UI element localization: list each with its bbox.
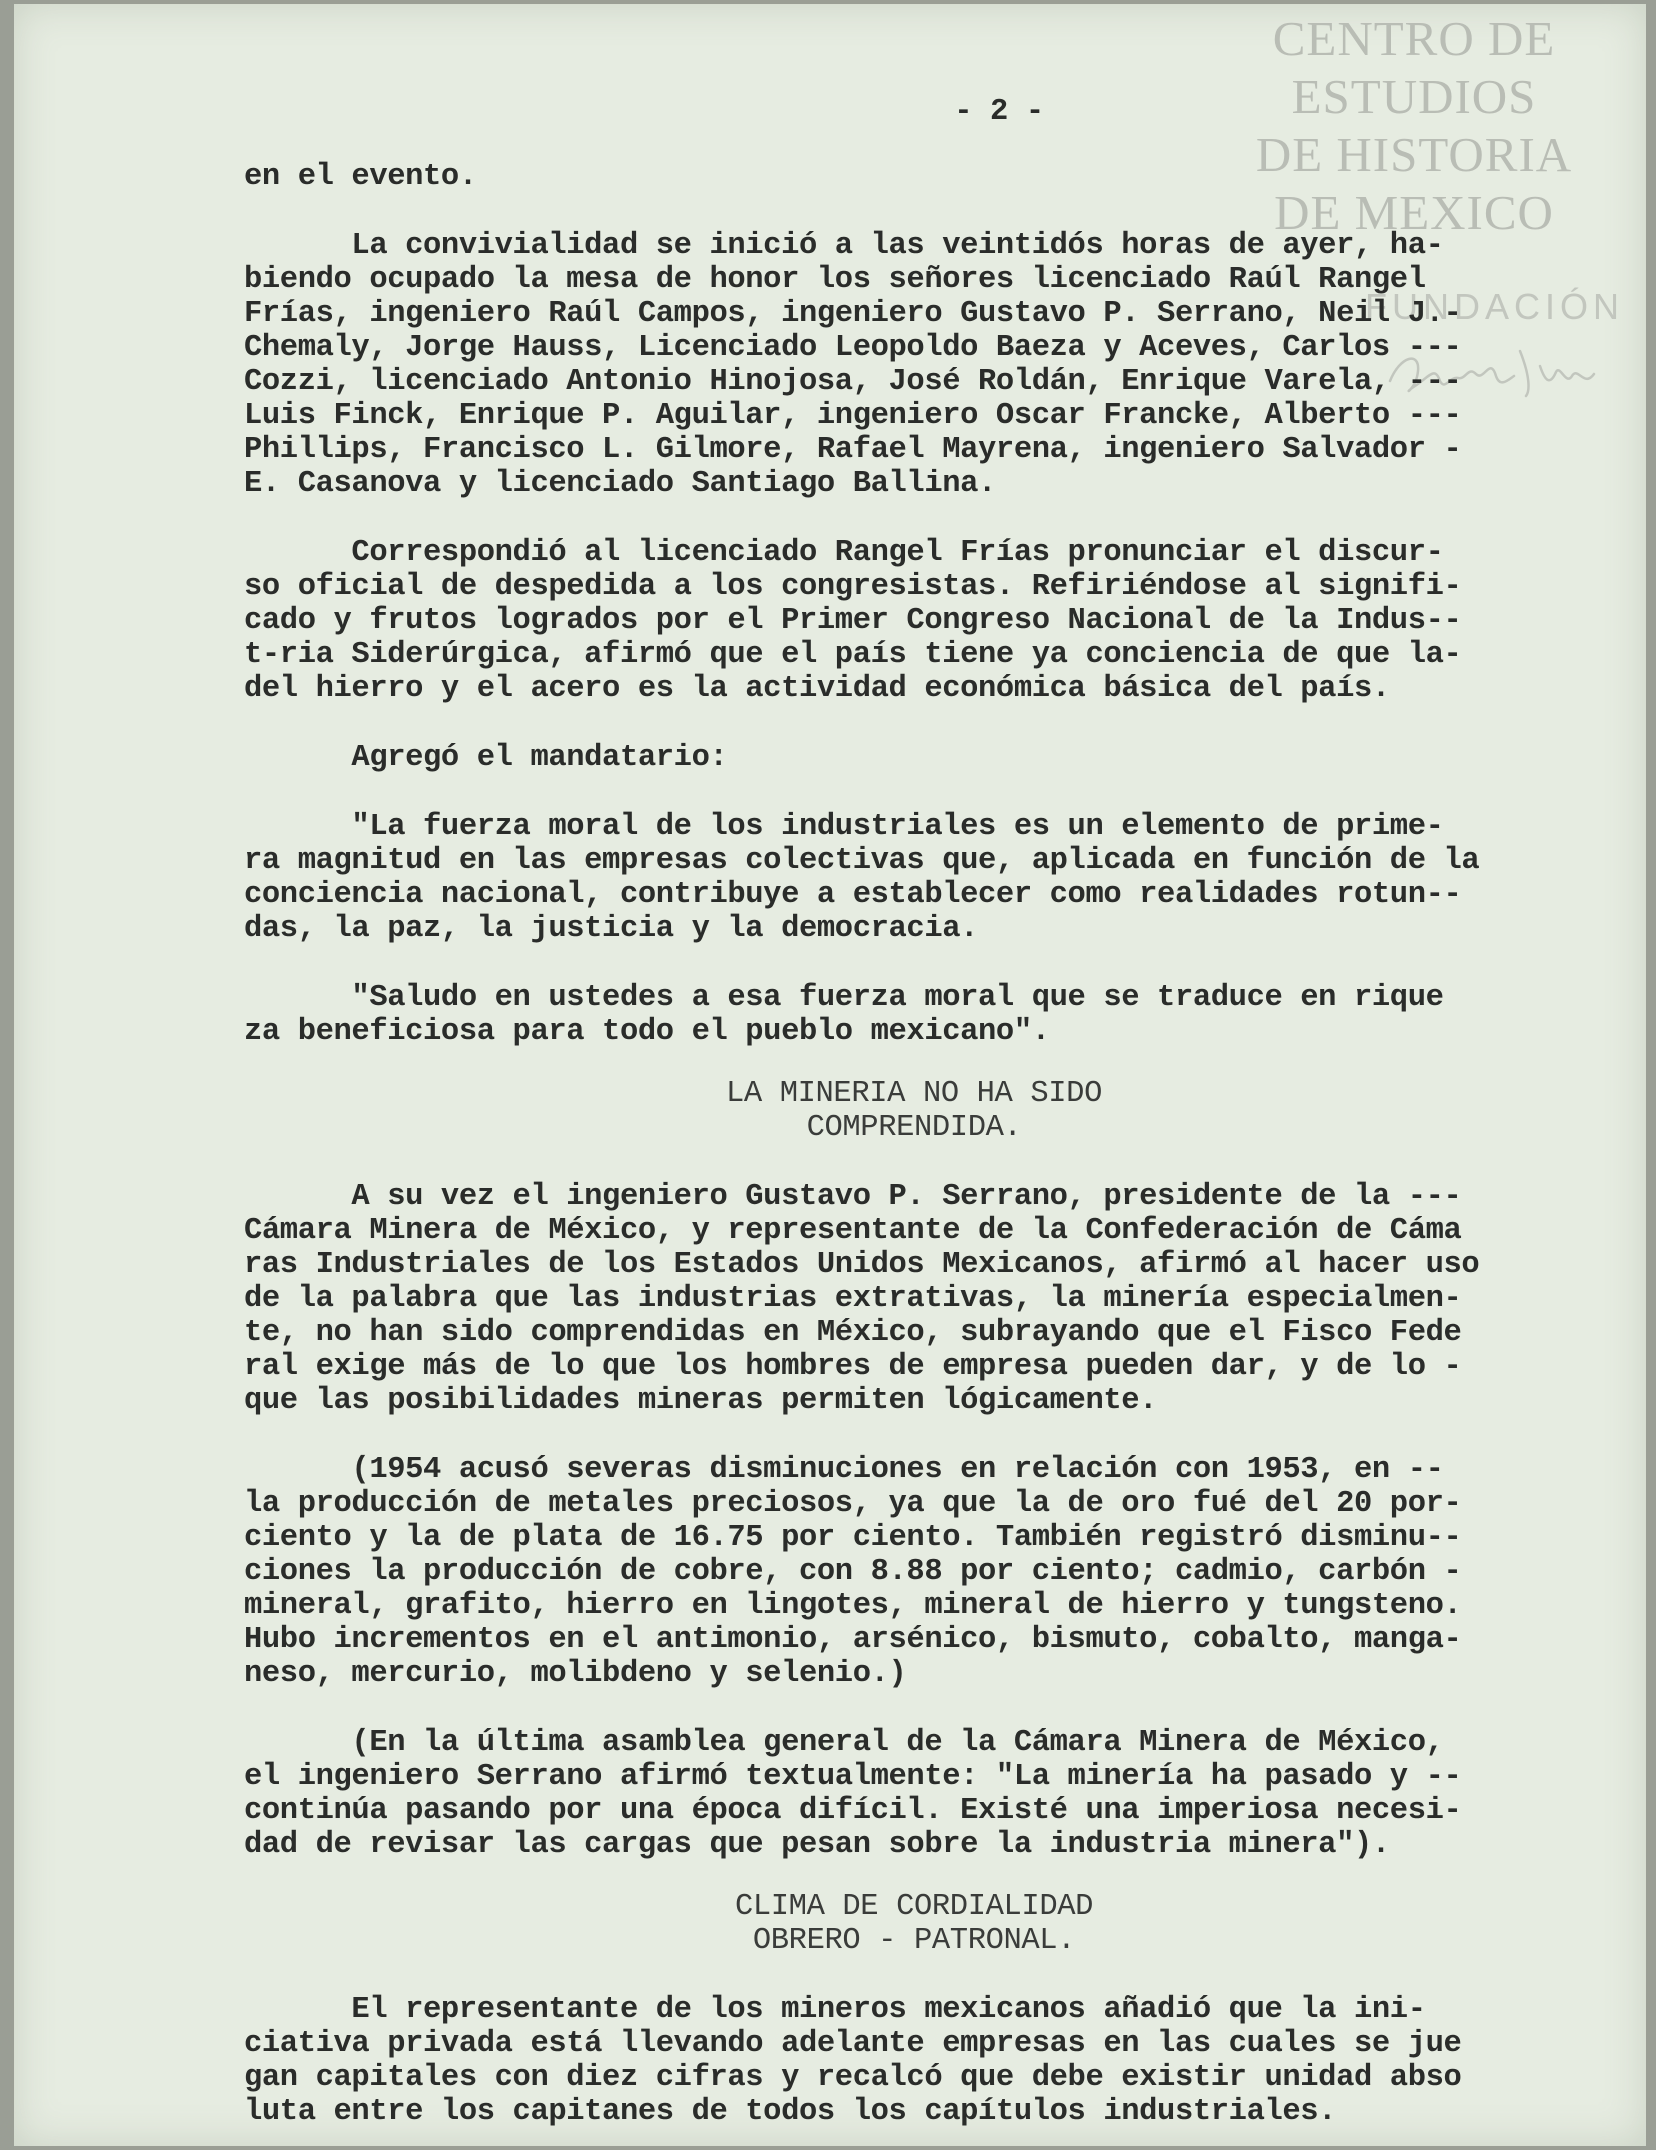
text-line: Cozzi, licenciado Antonio Hinojosa, José Roldán, Enrique Varela, --- xyxy=(244,365,1462,399)
text-line: ciativa privada está llevando adelante empresas en las cuales se jue xyxy=(244,2027,1462,2061)
paragraph xyxy=(244,1453,1584,1691)
page-number: - 2 - xyxy=(954,95,1044,129)
text-line: te, no han sido comprendidas en México, subrayando que el Fisco Fede xyxy=(244,1316,1462,1350)
text-line: dad de revisar las cargas que pesan sobre la industria minera"). xyxy=(244,1828,1390,1862)
section-heading xyxy=(244,1890,1584,1958)
text-line: ral exige más de lo que los hombres de empresa pueden dar, y de lo - xyxy=(244,1350,1462,1384)
text-line: Hubo incrementos en el antimonio, arsénico, bismuto, cobalto, manga- xyxy=(244,1623,1462,1657)
text-line: luta entre los capitanes de todos los capítulos industriales. xyxy=(244,2095,1337,2129)
text-line: mineral, grafito, hierro en lingotes, mineral de hierro y tungsteno. xyxy=(244,1589,1462,1623)
paragraph xyxy=(244,741,1584,775)
text-line: el ingeniero Serrano afirmó textualmente: "La minería ha pasado y -- xyxy=(244,1760,1462,1794)
text-line: t-ria Siderúrgica, afirmó que el país tiene ya conciencia de que la- xyxy=(244,638,1462,672)
text-line: Chemaly, Jorge Hauss, Licenciado Leopoldo Baeza y Aceves, Carlos --- xyxy=(244,331,1462,365)
watermark-line: DE MEXICO xyxy=(1274,185,1554,240)
text-line: que las posibilidades mineras permiten lógicamente. xyxy=(244,1384,1158,1418)
quote-paragraph xyxy=(244,981,1584,1049)
text-line: continúa pasando por una época difícil. Existé una imperiosa necesi- xyxy=(244,1794,1462,1828)
text-line: neso, mercurio, molibdeno y selenio.) xyxy=(244,1657,907,1691)
paragraph xyxy=(244,229,1584,501)
text-line: El representante de los mineros mexicanos añadió que la ini- xyxy=(244,1993,1426,2027)
paragraph xyxy=(244,1180,1584,1418)
text-line: za beneficiosa para todo el pueblo mexicano". xyxy=(244,1015,1050,1049)
text-line: ra magnitud en las empresas colectivas que, aplicada en función de la xyxy=(244,844,1480,878)
text-line: la producción de metales preciosos, ya que la de oro fué del 20 por- xyxy=(244,1487,1462,1521)
text-line: (1954 acusó severas disminuciones en relación con 1953, en -- xyxy=(244,1453,1444,1487)
text-line: La convivialidad se inició a las veintidós horas de ayer, ha- xyxy=(244,229,1444,263)
text-line: cado y frutos logrados por el Primer Congreso Nacional de la Indus-- xyxy=(244,604,1462,638)
paragraph xyxy=(244,160,1584,194)
text-line: Phillips, Francisco L. Gilmore, Rafael Mayrena, ingeniero Salvador - xyxy=(244,433,1462,467)
watermark-line: DE HISTORIA xyxy=(1255,127,1573,182)
watermark-line: ESTUDIOS xyxy=(1291,69,1537,124)
text-line: "La fuerza moral de los industriales es un elemento de prime- xyxy=(244,810,1444,844)
heading-line: LA MINERIA NO HA SIDO xyxy=(726,1077,1102,1111)
watermark-foundation: FUNDACIÓN xyxy=(1365,286,1624,327)
heading-line: CLIMA DE CORDIALIDAD xyxy=(734,1890,1094,1924)
text-line: das, la paz, la justicia y la democracia. xyxy=(244,912,979,946)
paragraph xyxy=(244,1726,1584,1862)
text-line: Frías, ingeniero Raúl Campos, ingeniero Gustavo P. Serrano, Neil J.- xyxy=(244,297,1462,331)
text-line: en el evento. xyxy=(244,160,477,194)
text-line: gan capitales con diez cifras y recalcó que debe existir unidad abso xyxy=(244,2061,1462,2095)
text-line: del hierro y el acero es la actividad económica básica del país. xyxy=(244,672,1390,706)
text-line: E. Casanova y licenciado Santiago Ballina. xyxy=(244,467,996,501)
text-line: de la palabra que las industrias extrativas, la minería especialmen- xyxy=(244,1282,1462,1316)
text-line: "Saludo en ustedes a esa fuerza moral que se traduce en rique xyxy=(244,981,1444,1015)
text-line: Luis Finck, Enrique P. Aguilar, ingeniero Oscar Francke, Alberto --- xyxy=(244,399,1462,433)
text-line: A su vez el ingeniero Gustavo P. Serrano, presidente de la --- xyxy=(244,1180,1462,1214)
text-line: Agregó el mandatario: xyxy=(244,741,728,775)
text-line: ras Industriales de los Estados Unidos Mexicanos, afirmó al hacer uso xyxy=(244,1248,1480,1282)
heading-line: COMPRENDIDA. xyxy=(806,1111,1022,1145)
document-page xyxy=(14,4,1646,2146)
watermark-line: CENTRO DE xyxy=(1272,11,1556,66)
text-line: Cámara Minera de México, y representante de la Confederación de Cáma xyxy=(244,1214,1462,1248)
text-line: Correspondió al licenciado Rangel Frías pronunciar el discur- xyxy=(244,536,1444,570)
text-line: biendo ocupado la mesa de honor los señores licenciado Raúl Rangel xyxy=(244,263,1426,297)
text-line: ciones la producción de cobre, con 8.88 por ciento; cadmio, carbón - xyxy=(244,1555,1462,1589)
document-body xyxy=(244,94,1584,2129)
text-line: (En la última asamblea general de la Cámara Minera de México, xyxy=(244,1726,1444,1760)
paragraph xyxy=(244,536,1584,706)
text-line: ciento y la de plata de 16.75 por ciento. También registró disminu-- xyxy=(244,1521,1462,1555)
quote-paragraph xyxy=(244,810,1584,946)
text-line: so oficial de despedida a los congresistas. Refiriéndose al signifi- xyxy=(244,570,1462,604)
section-heading xyxy=(244,1077,1584,1145)
text-line: conciencia nacional, contribuye a establecer como realidades rotun-- xyxy=(244,878,1462,912)
heading-line: OBRERO - PATRONAL. xyxy=(752,1924,1076,1958)
paragraph xyxy=(244,1993,1584,2129)
